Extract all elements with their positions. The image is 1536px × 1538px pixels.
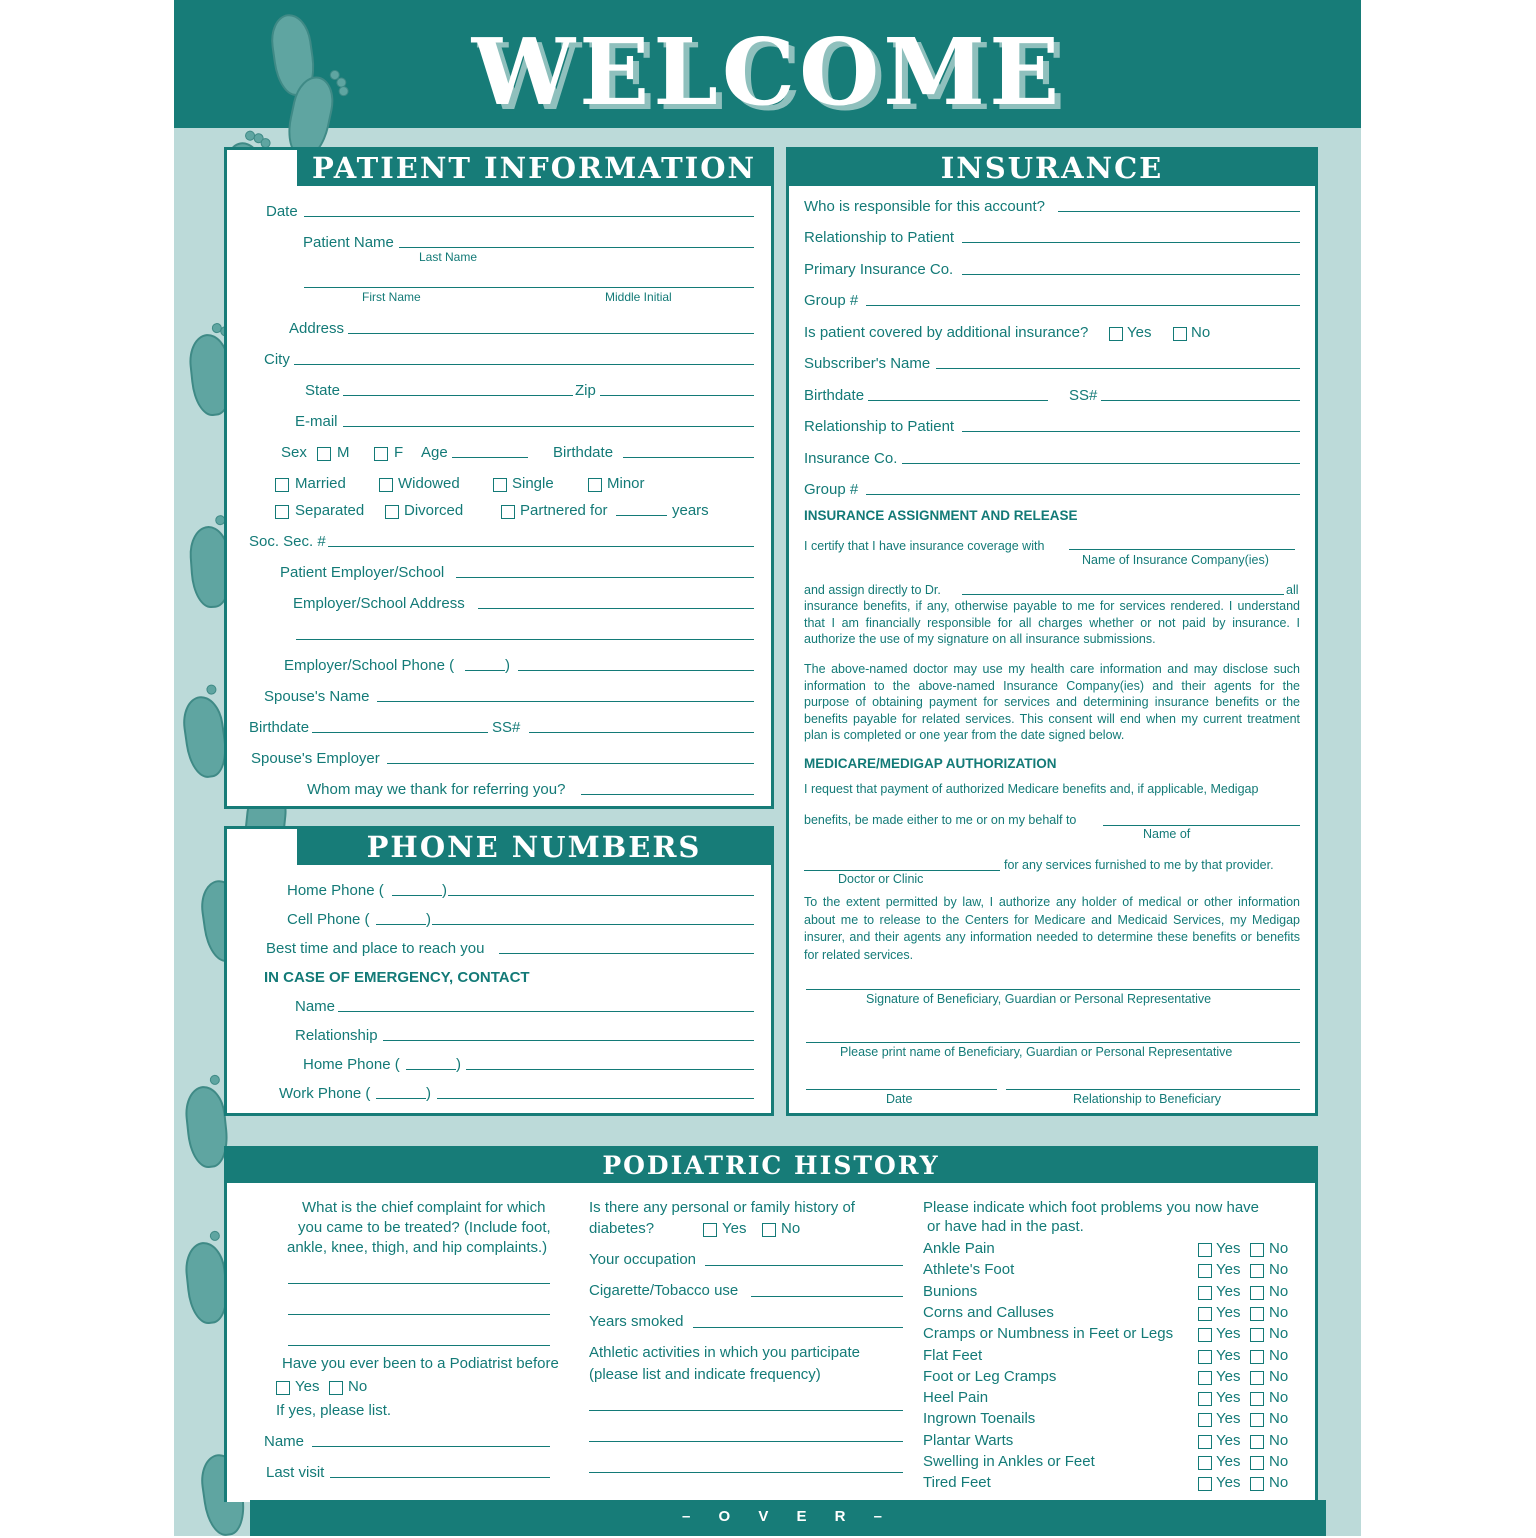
additional-yes-label: Yes: [1127, 324, 1152, 341]
name-of-caption: Name of: [1143, 827, 1191, 841]
doctor-name-field[interactable]: [962, 594, 1284, 595]
date-label: Date: [266, 203, 298, 220]
emergency-relationship-label: Relationship: [295, 1027, 378, 1044]
assignment-heading: INSURANCE ASSIGNMENT AND RELEASE: [804, 508, 1078, 523]
foot-problem-no-label: No: [1269, 1368, 1289, 1385]
employer-address-field-2[interactable]: [296, 639, 754, 640]
problems-question-2: or have had in the past.: [927, 1218, 1084, 1235]
foot-problem-label: Ankle Pain: [923, 1240, 995, 1257]
employer-phone-close: ): [505, 657, 510, 674]
podiatrist-question: Have you ever been to a Podiatrist before: [282, 1355, 559, 1372]
signature-date-caption: Date: [886, 1092, 913, 1106]
over-footer: [250, 1500, 1326, 1536]
tobacco-label: Cigarette/Tobacco use: [589, 1282, 739, 1299]
footprint-icon: [178, 680, 231, 781]
athletic-field-3[interactable]: [589, 1472, 903, 1473]
foot-problem-yes-checkbox[interactable]: [1198, 1371, 1212, 1385]
state-label: State: [305, 382, 341, 399]
foot-problem-yes-checkbox[interactable]: [1198, 1413, 1212, 1427]
insurance-company-field[interactable]: [1069, 549, 1295, 550]
soc-sec-label: Soc. Sec. #: [249, 533, 326, 550]
emergency-home-phone-close: ): [456, 1056, 461, 1073]
subscriber-ss-label: SS#: [1069, 387, 1098, 404]
best-time-label: Best time and place to reach you: [266, 940, 485, 957]
emergency-home-phone-field[interactable]: [466, 1069, 754, 1070]
employer-phone-area-field[interactable]: [465, 670, 505, 671]
occupation-field[interactable]: [705, 1265, 903, 1266]
foot-problem-yes-label: Yes: [1216, 1474, 1241, 1491]
responsible-field[interactable]: [1058, 211, 1300, 212]
emergency-contact-heading: IN CASE OF EMERGENCY, CONTACT: [264, 969, 530, 986]
complaint-field-2[interactable]: [288, 1314, 550, 1315]
foot-problem-no-label: No: [1269, 1453, 1289, 1470]
insurance-heading: INSURANCE: [789, 150, 1315, 186]
single-checkbox[interactable]: [493, 478, 507, 492]
soc-sec-field[interactable]: [328, 546, 754, 547]
insurance-company-caption: Name of Insurance Company(ies): [1082, 553, 1269, 567]
birthdate-field[interactable]: [623, 457, 754, 458]
referring-label: Whom may we thank for referring you?: [307, 781, 566, 798]
services-text: for any services furnished to me by that provider.: [1004, 858, 1274, 872]
married-checkbox[interactable]: [275, 478, 289, 492]
employer-label: Patient Employer/School: [280, 564, 445, 581]
partnered-label: Partnered for: [520, 502, 608, 519]
relationship-beneficiary-field[interactable]: [1006, 1089, 1300, 1090]
podiatrist-name-field[interactable]: [312, 1446, 550, 1447]
minor-label: Minor: [607, 475, 645, 492]
date-field[interactable]: [304, 216, 754, 217]
foot-problem-yes-checkbox[interactable]: [1198, 1243, 1212, 1257]
assign-dr-text: and assign directly to Dr.: [804, 583, 941, 597]
spouse-name-label: Spouse's Name: [264, 688, 370, 705]
additional-insurance-label: Is patient covered by additional insurance?: [804, 324, 1089, 341]
additional-no-checkbox[interactable]: [1173, 327, 1187, 341]
foot-problem-no-label: No: [1269, 1410, 1289, 1427]
first-name-field[interactable]: [304, 287, 754, 288]
foot-problem-yes-checkbox[interactable]: [1198, 1392, 1212, 1406]
foot-problem-yes-label: Yes: [1216, 1325, 1241, 1342]
last-visit-label: Last visit: [266, 1464, 325, 1481]
complaint-text-2: you came to be treated? (Include foot,: [298, 1219, 551, 1236]
foot-problem-label: Foot or Leg Cramps: [923, 1368, 1057, 1385]
foot-problem-yes-label: Yes: [1216, 1240, 1241, 1257]
foot-problem-yes-checkbox[interactable]: [1198, 1286, 1212, 1300]
emergency-home-phone-label: Home Phone (: [303, 1056, 400, 1073]
group-field[interactable]: [866, 305, 1300, 306]
referring-field[interactable]: [581, 794, 754, 795]
work-phone-field[interactable]: [437, 1098, 754, 1099]
home-phone-area-field[interactable]: [392, 895, 442, 896]
athletic-text-1: Athletic activities in which you participate: [589, 1344, 860, 1361]
foot-problem-no-label: No: [1269, 1240, 1289, 1257]
podiatrist-no-label: No: [348, 1378, 368, 1395]
emergency-home-phone-area-field[interactable]: [406, 1069, 456, 1070]
sex-m-label: M: [337, 444, 350, 461]
podiatrist-no-checkbox[interactable]: [329, 1381, 343, 1395]
city-label: City: [264, 351, 290, 368]
foot-problem-label: Plantar Warts: [923, 1432, 1014, 1449]
employer-phone-field[interactable]: [518, 670, 754, 671]
employer-address-label: Employer/School Address: [293, 595, 465, 612]
home-phone-close: ): [442, 882, 447, 899]
foot-problem-yes-checkbox[interactable]: [1198, 1328, 1212, 1342]
foot-problem-no-checkbox[interactable]: [1250, 1328, 1264, 1342]
sex-m-checkbox[interactable]: [317, 447, 331, 461]
complaint-field-1[interactable]: [288, 1283, 550, 1284]
foot-problem-yes-label: Yes: [1216, 1347, 1241, 1364]
foot-problem-label: Bunions: [923, 1283, 978, 1300]
athletic-field-1[interactable]: [589, 1410, 903, 1411]
responsible-label: Who is responsible for this account?: [804, 198, 1045, 215]
group-2-field[interactable]: [866, 494, 1300, 495]
relationship-2-field[interactable]: [962, 431, 1300, 432]
foot-problem-label: Flat Feet: [923, 1347, 983, 1364]
foot-problem-no-checkbox[interactable]: [1250, 1350, 1264, 1364]
cell-phone-close: ): [426, 911, 431, 928]
relationship-beneficiary-caption: Relationship to Beneficiary: [1073, 1092, 1221, 1106]
partnered-years-field[interactable]: [616, 515, 667, 516]
athletic-text-2: (please list and indicate frequency): [589, 1366, 821, 1383]
foot-problem-label: Corns and Calluses: [923, 1304, 1054, 1321]
subscriber-birthdate-label: Birthdate: [804, 387, 865, 404]
state-field[interactable]: [343, 395, 573, 396]
foot-problem-label: Ingrown Toenails: [923, 1410, 1036, 1427]
minor-checkbox[interactable]: [588, 478, 602, 492]
medicare-heading: MEDICARE/MEDIGAP AUTHORIZATION: [804, 756, 1057, 771]
occupation-label: Your occupation: [589, 1251, 697, 1268]
foot-problem-no-checkbox[interactable]: [1250, 1307, 1264, 1321]
address-field[interactable]: [348, 333, 754, 334]
foot-problem-yes-checkbox[interactable]: [1198, 1307, 1212, 1321]
relationship-field[interactable]: [962, 242, 1300, 243]
foot-problem-no-checkbox[interactable]: [1250, 1435, 1264, 1449]
spouse-birthdate-field[interactable]: [312, 732, 488, 733]
problems-question-1: Please indicate which foot problems you now have: [923, 1199, 1260, 1216]
complaint-text-1: What is the chief complaint for which: [302, 1199, 546, 1216]
email-label: E-mail: [295, 413, 338, 430]
foot-problem-no-label: No: [1269, 1389, 1289, 1406]
work-phone-close: ): [426, 1085, 431, 1102]
foot-problem-no-checkbox[interactable]: [1250, 1286, 1264, 1300]
foot-problem-yes-label: Yes: [1216, 1389, 1241, 1406]
emergency-relationship-field[interactable]: [383, 1040, 754, 1041]
additional-yes-checkbox[interactable]: [1109, 327, 1123, 341]
subscriber-ss-field[interactable]: [1101, 400, 1300, 401]
middle-initial-caption: Middle Initial: [605, 290, 672, 304]
emergency-name-label: Name: [295, 998, 336, 1015]
foot-problem-no-label: No: [1269, 1304, 1289, 1321]
spouse-ss-field[interactable]: [529, 732, 754, 733]
all-text: all: [1286, 583, 1299, 597]
foot-problem-yes-label: Yes: [1216, 1368, 1241, 1385]
foot-problem-no-checkbox[interactable]: [1250, 1477, 1264, 1491]
zip-field[interactable]: [600, 395, 754, 396]
diabetes-question-1: Is there any personal or family history of: [589, 1199, 855, 1216]
widowed-label: Widowed: [398, 475, 460, 492]
diabetes-question-2: diabetes?: [589, 1220, 655, 1237]
primary-insurance-label: Primary Insurance Co.: [804, 261, 954, 278]
single-label: Single: [512, 475, 554, 492]
sex-label: Sex: [281, 444, 307, 461]
foot-problem-label: Heel Pain: [923, 1389, 989, 1406]
insurance-co-field[interactable]: [902, 463, 1300, 464]
disclosure-paragraph: The above-named doctor may use my health care information and may disclose such information to the above-named Insurance Company(ies) and their agents for the purpose of obtaining payment for services and determining insurance benefits or the benefits payable for related services. This consent will end when my current treatment plan is completed or one year from the date signed below.: [804, 662, 1300, 742]
subscriber-birthdate-field[interactable]: [868, 400, 1048, 401]
years-smoked-field[interactable]: [693, 1327, 903, 1328]
podiatrist-yes-checkbox[interactable]: [276, 1381, 290, 1395]
foot-problem-yes-label: Yes: [1216, 1432, 1241, 1449]
last-name-caption: Last Name: [419, 250, 478, 264]
spouse-birthdate-label: Birthdate: [249, 719, 310, 736]
diabetes-no-label: No: [781, 1220, 801, 1237]
foot-problem-no-label: No: [1269, 1347, 1289, 1364]
foot-problem-no-label: No: [1269, 1283, 1289, 1300]
cell-phone-field[interactable]: [432, 924, 754, 925]
additional-no-label: No: [1191, 324, 1211, 341]
age-label: Age: [421, 444, 448, 461]
employer-address-field[interactable]: [478, 608, 754, 609]
complaint-text-3: ankle, knee, thigh, and hip complaints.): [287, 1239, 548, 1256]
employer-phone-label: Employer/School Phone (: [284, 657, 455, 674]
podiatrist-yes-label: Yes: [295, 1378, 320, 1395]
last-name-field[interactable]: [399, 247, 754, 248]
cell-phone-label: Cell Phone (: [287, 911, 370, 928]
relationship-2-label: Relationship to Patient: [804, 418, 955, 435]
medicare-text-1: I request that payment of authorized Medicare benefits and, if applicable, Medigap: [804, 782, 1259, 796]
primary-insurance-field[interactable]: [962, 274, 1300, 275]
foot-problem-label: Athlete's Foot: [923, 1261, 1015, 1278]
foot-problem-label: Swelling in Ankles or Feet: [923, 1453, 1095, 1470]
podiatric-history-heading: PODIATRIC HISTORY: [227, 1149, 1315, 1183]
spouse-name-field[interactable]: [377, 701, 754, 702]
welcome-banner: [174, 0, 1361, 128]
patient-name-label: Patient Name: [303, 234, 394, 251]
athletic-field-2[interactable]: [589, 1441, 903, 1442]
foot-problem-yes-label: Yes: [1216, 1304, 1241, 1321]
emergency-name-field[interactable]: [338, 1011, 754, 1012]
email-field[interactable]: [343, 426, 754, 427]
foot-problem-yes-checkbox[interactable]: [1198, 1435, 1212, 1449]
last-visit-field[interactable]: [330, 1477, 550, 1478]
foot-problem-yes-label: Yes: [1216, 1283, 1241, 1300]
doctor-clinic-field[interactable]: [804, 870, 1000, 871]
group-2-label: Group #: [804, 481, 859, 498]
page-title: WELCOME: [471, 18, 1064, 126]
best-time-field[interactable]: [499, 953, 754, 954]
tobacco-field[interactable]: [751, 1296, 903, 1297]
podiatrist-name-label: Name: [264, 1433, 305, 1450]
years-smoked-label: Years smoked: [589, 1313, 684, 1330]
complaint-field-3[interactable]: [288, 1345, 550, 1346]
form-page: [174, 0, 1361, 1536]
first-name-caption: First Name: [362, 290, 421, 304]
phone-numbers-heading: PHONE NUMBERS: [297, 829, 771, 865]
certify-text: I certify that I have insurance coverage with: [804, 539, 1045, 553]
foot-problem-no-checkbox[interactable]: [1250, 1243, 1264, 1257]
foot-problem-no-checkbox[interactable]: [1250, 1392, 1264, 1406]
insurance-co-label: Insurance Co.: [804, 450, 898, 467]
foot-problem-no-checkbox[interactable]: [1250, 1371, 1264, 1385]
signature-field[interactable]: [806, 989, 1300, 990]
diabetes-no-checkbox[interactable]: [762, 1223, 776, 1237]
married-label: Married: [295, 475, 346, 492]
employer-field[interactable]: [456, 577, 754, 578]
doctor-clinic-caption: Doctor or Clinic: [838, 872, 924, 886]
separated-label: Separated: [295, 502, 365, 519]
diabetes-yes-checkbox[interactable]: [703, 1223, 717, 1237]
foot-problem-no-checkbox[interactable]: [1250, 1413, 1264, 1427]
if-yes-text: If yes, please list.: [276, 1402, 392, 1419]
release-paragraph: To the extent permitted by law, I authorize any holder of medical or other information about me to release to the Centers for Medicare and Medicaid Services, my Medigap insurer, and their agents any information needed to determine these benefits or benefits for related services.: [804, 895, 1300, 962]
work-phone-label: Work Phone (: [279, 1085, 371, 1102]
years-label: years: [672, 502, 709, 519]
subscriber-field[interactable]: [936, 368, 1300, 369]
foot-problem-no-label: No: [1269, 1325, 1289, 1342]
age-field[interactable]: [452, 457, 528, 458]
signature-date-field[interactable]: [806, 1089, 997, 1090]
divorced-checkbox[interactable]: [385, 505, 399, 519]
sex-f-checkbox[interactable]: [374, 447, 388, 461]
foot-problem-yes-label: Yes: [1216, 1261, 1241, 1278]
foot-problem-yes-checkbox[interactable]: [1198, 1264, 1212, 1278]
city-field[interactable]: [294, 364, 754, 365]
foot-problem-yes-checkbox[interactable]: [1198, 1456, 1212, 1470]
birthdate-label: Birthdate: [553, 444, 614, 461]
medicare-text-2: benefits, be made either to me or on my behalf to: [804, 813, 1077, 827]
foot-problem-yes-checkbox[interactable]: [1198, 1477, 1212, 1491]
foot-problem-yes-label: Yes: [1216, 1410, 1241, 1427]
cell-phone-area-field[interactable]: [376, 924, 426, 925]
over-label: – O V E R –: [681, 1508, 895, 1525]
foot-problem-yes-label: Yes: [1216, 1453, 1241, 1470]
subscriber-label: Subscriber's Name: [804, 355, 931, 372]
patient-information-heading: PATIENT INFORMATION: [297, 150, 771, 186]
widowed-checkbox[interactable]: [379, 478, 393, 492]
zip-label: Zip: [575, 382, 596, 399]
address-label: Address: [289, 320, 345, 337]
medicare-payee-field[interactable]: [1103, 825, 1300, 826]
signature-caption: Signature of Beneficiary, Guardian or Personal Representative: [866, 992, 1212, 1006]
spouse-ss-label: SS#: [492, 719, 521, 736]
group-label: Group #: [804, 292, 859, 309]
spouse-employer-field[interactable]: [387, 763, 754, 764]
foot-problem-label: Tired Feet: [923, 1474, 991, 1491]
diabetes-yes-label: Yes: [722, 1220, 747, 1237]
print-name-caption: Please print name of Beneficiary, Guardian or Personal Representative: [840, 1045, 1233, 1059]
relationship-label: Relationship to Patient: [804, 229, 955, 246]
sex-f-label: F: [394, 444, 404, 461]
foot-problem-no-label: No: [1269, 1261, 1289, 1278]
foot-problem-yes-checkbox[interactable]: [1198, 1350, 1212, 1364]
assignment-paragraph: insurance benefits, if any, otherwise payable to me for services rendered. I understand that I am financially responsible for all charges whether or not paid by insurance. I authorize the use of my signature on all insurance submissions.: [804, 599, 1300, 646]
foot-problem-no-checkbox[interactable]: [1250, 1456, 1264, 1470]
home-phone-field[interactable]: [448, 895, 754, 896]
spouse-employer-label: Spouse's Employer: [251, 750, 380, 767]
home-phone-label: Home Phone (: [287, 882, 384, 899]
foot-problem-no-label: No: [1269, 1474, 1289, 1491]
foot-problem-no-label: No: [1269, 1432, 1289, 1449]
foot-problem-label: Cramps or Numbness in Feet or Legs: [923, 1325, 1174, 1342]
foot-problem-no-checkbox[interactable]: [1250, 1264, 1264, 1278]
divorced-label: Divorced: [404, 502, 464, 519]
print-name-field[interactable]: [806, 1042, 1300, 1043]
work-phone-area-field[interactable]: [376, 1098, 426, 1099]
separated-checkbox[interactable]: [275, 505, 289, 519]
partnered-checkbox[interactable]: [501, 505, 515, 519]
